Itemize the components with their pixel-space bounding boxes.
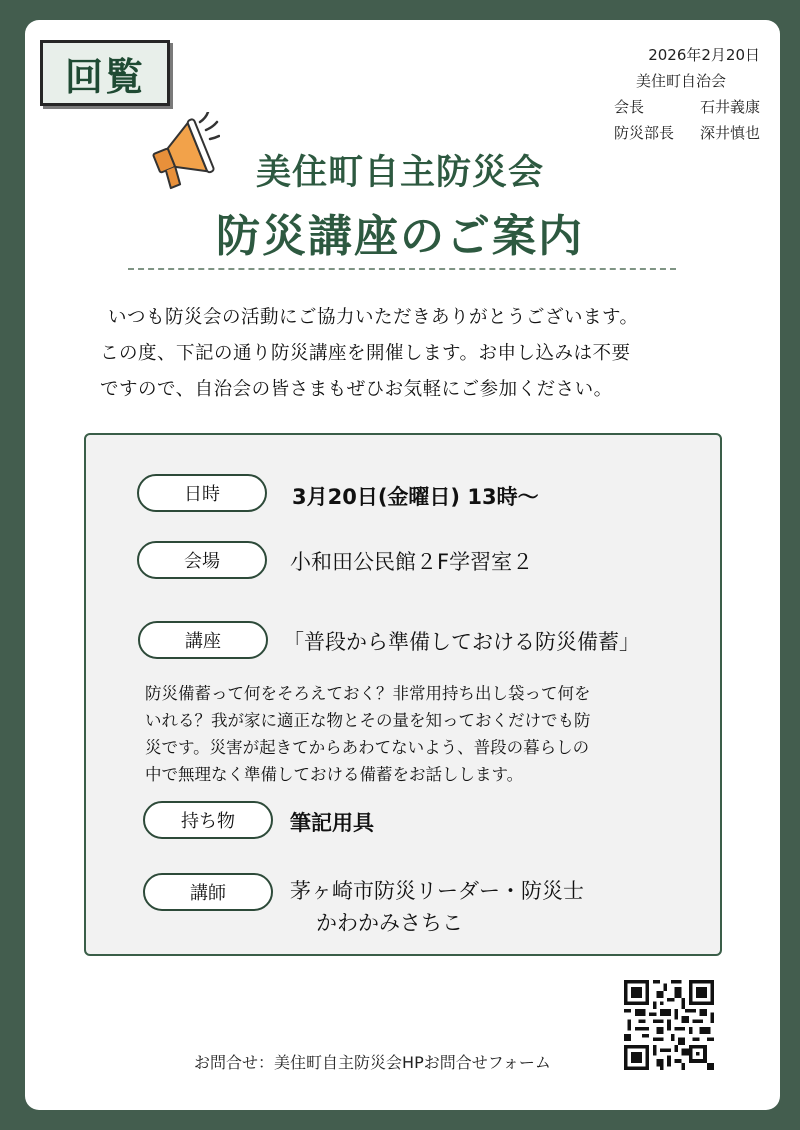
items-value: 筆記用具 [290, 811, 374, 835]
intro-line: いつも防災会の活動にご協力いただきありがとうございます。 [108, 307, 639, 328]
lecturer-affiliation: 茅ヶ崎市防災リーダー・防災士 [290, 879, 584, 903]
signer-row [614, 94, 760, 120]
issue-date: 2026年2月20日 [648, 46, 760, 64]
organizer-title: 美住町自主防災会 [255, 153, 544, 193]
signer-row [614, 120, 760, 146]
description-line: 災です。災害が起きてからあわてないよう、普段の暮らしの [145, 738, 590, 757]
page-title: 防災講座のご案内 [216, 211, 584, 262]
intro-line: この度、下記の通り防災講座を開催します。お申し込みは不要 [100, 343, 631, 364]
issuer-block [614, 42, 760, 146]
lecture-value: 「普段から準備しておける防災備蓄」 [283, 630, 640, 654]
circulation-badge: 回覧 [40, 40, 170, 106]
label-lecture: 講座 [138, 621, 268, 659]
label-lecturer: 講師 [143, 873, 273, 911]
contact-info: お問合せ：美住町自主防災会HPお問合せフォーム [194, 1053, 551, 1072]
signer-role: 会長 [613, 98, 644, 116]
venue-value: 小和田公民館２F学習室２ [290, 550, 534, 574]
signer-role: 防災部長 [613, 124, 674, 142]
issuer-org: 美住町自治会 [635, 72, 726, 90]
label-venue: 会場 [137, 541, 267, 579]
label-items: 持ち物 [143, 801, 273, 839]
description-line: いれる？我が家に適正な物とその量を知っておくだけでも防 [145, 711, 591, 730]
signer-name: 深井慎也 [699, 124, 760, 142]
description-line: 中で無理なく準備しておける備蓄をお話しします。 [145, 765, 524, 784]
intro-line: ですので、自治会の皆さまもぜひお気軽にご参加ください。 [100, 379, 613, 400]
description-line: 防災備蓄って何をそろえておく？非常用持ち出し袋って何を [145, 684, 591, 703]
datetime-value: 3月20日(金曜日) 13時～ [292, 485, 539, 509]
signer-name: 石井義康 [699, 98, 760, 116]
title-divider [128, 268, 676, 270]
lecture-description [145, 680, 685, 788]
intro-text [100, 300, 710, 408]
label-datetime: 日時 [137, 474, 267, 512]
lecturer-name: かわかみさちこ [316, 911, 463, 935]
